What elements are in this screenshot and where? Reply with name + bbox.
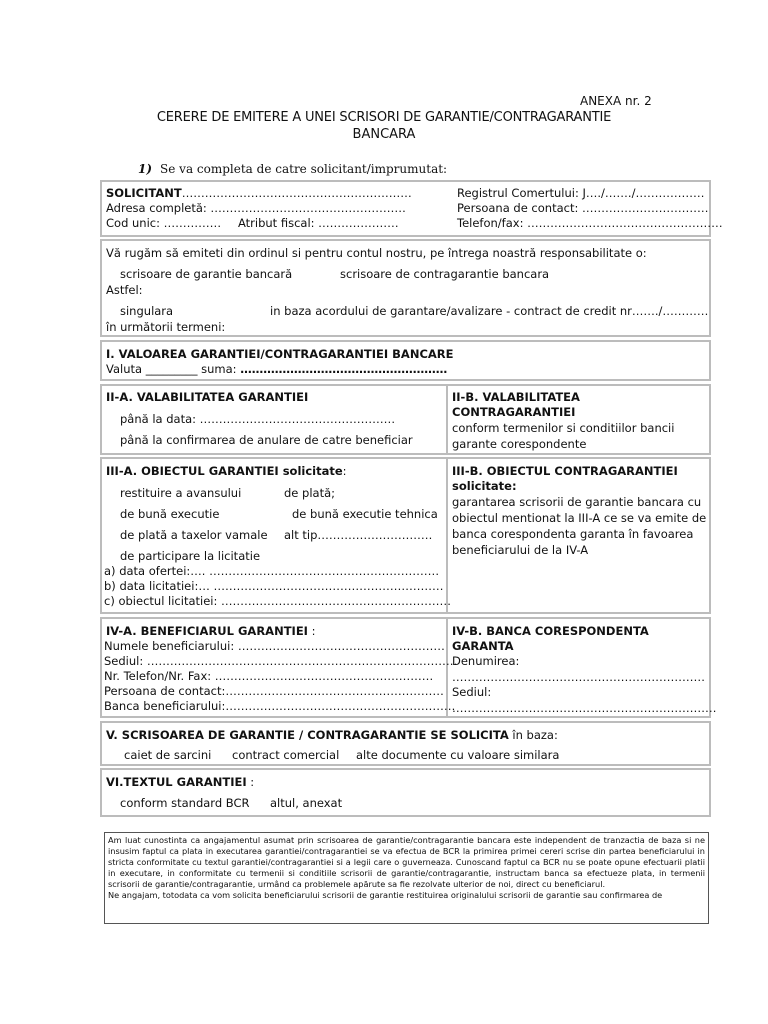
telefon-beneficiar-field[interactable]: Nr. Telefon/Nr. Fax: …………………………………………………: [104, 669, 434, 683]
section-4b-title-line2: GARANTA: [452, 639, 514, 653]
telefon-fax-field[interactable]: Telefon/fax: ……………………………………………: [457, 216, 723, 230]
adresa-field[interactable]: Adresa completă: ……………………………………………: [106, 201, 406, 215]
section-6-colon: :: [246, 775, 255, 789]
section-3b-title-line1: III-B. OBIECTUL CONTRAGARANTIEI: [452, 464, 678, 478]
section-3b-text-line2: obiectul mentionat la III-A ce se va emite de: [452, 511, 707, 525]
option-alte-documente[interactable]: alte documente cu valoare similara: [356, 748, 560, 762]
legal-notice-box: [104, 832, 709, 924]
section-3b-text-line1: garantarea scrisorii de garantie bancara cu: [452, 495, 702, 509]
section-3a-title: III-A. OBIECTUL GARANTIEI solicitate: [106, 464, 343, 478]
section-5-title: V. SCRISOAREA DE GARANTIE / CONTRAGARANTIE SE SOLICITA: [106, 728, 509, 742]
cod-unic-field[interactable]: Cod unic: ……………: [106, 216, 222, 230]
option-buna-executie[interactable]: de bună executie: [120, 507, 220, 521]
suma-field[interactable]: ………………………………………………: [240, 362, 448, 376]
intro-instruction: [138, 162, 447, 176]
option-participare-licitatie[interactable]: de participare la licitatie: [120, 549, 261, 563]
section-2a-title: II-A. VALABILITATEA GARANTIEI: [106, 390, 309, 404]
option-scrisoare-garantie[interactable]: scrisoare de garantie bancară: [120, 267, 293, 281]
option-pana-la-confirmare[interactable]: până la confirmarea de anulare de catre beneficiar: [120, 433, 413, 447]
request-box: [100, 239, 711, 337]
sediu-beneficiar-field[interactable]: Sediul: ………………………………………………………………………: [104, 654, 458, 668]
section-baza-box: [100, 721, 711, 766]
column-divider: [446, 386, 448, 453]
request-text: Vă rugăm să emiteti din ordinul si pentru contul nostru, pe întrega noastră responsabilitate o:: [106, 246, 647, 260]
atribut-fiscal-field[interactable]: Atribut fiscal: …………………: [238, 216, 399, 230]
option-standard-bcr[interactable]: conform standard BCR: [120, 796, 250, 810]
section-2b-text-line2: garante corespondente: [452, 437, 587, 451]
data-licitatiei-field[interactable]: b) data licitatiei:… ……………………………………………………: [104, 579, 444, 593]
document-title-line1: CERERE DE EMITERE A UNEI SCRISORI DE GARANTIE/CONTRAGARANTIE: [156, 110, 612, 125]
option-pana-la-data[interactable]: până la data: ……………………………………………: [120, 412, 396, 426]
option-de-plata[interactable]: de plată;: [284, 486, 336, 500]
section-valabilitate-box: [100, 384, 711, 455]
termeni-label: în următorii termeni:: [106, 320, 226, 334]
section-5-title-tail: în baza:: [508, 728, 558, 742]
option-plata-taxe-vamale[interactable]: de plată a taxelor vamale: [120, 528, 268, 542]
solicitant-line: [106, 186, 412, 201]
option-contract-comercial[interactable]: contract comercial: [232, 748, 340, 762]
section-3b-title-line2: solicitate:: [452, 479, 517, 493]
sediu-banca-label: Sediul:: [452, 685, 492, 699]
option-altul-anexat[interactable]: altul, anexat: [270, 796, 343, 810]
document-title-line2: BANCARA: [352, 127, 416, 142]
option-scrisoare-contragarantie[interactable]: scrisoare de contragarantie bancara: [340, 267, 550, 281]
solicitant-field[interactable]: ……………………………………………………: [181, 186, 412, 200]
section-2b-title-line1: II-B. VALABILITATEA: [452, 390, 580, 404]
section-3a-title-line: [106, 464, 347, 479]
obiectul-licitatiei-field[interactable]: c) obiectul licitatiei: ……………………………………………………: [104, 594, 452, 608]
astfel-label: Astfel:: [106, 283, 143, 297]
section-4a-colon: :: [307, 624, 316, 638]
banca-beneficiar-field[interactable]: Banca beneficiarului:……………………………………………………: [104, 699, 456, 713]
option-restituire-avans[interactable]: restituire a avansului: [120, 486, 242, 500]
solicitant-box: [100, 180, 723, 237]
data-ofertei-field[interactable]: a) data ofertei:…. ……………………………………………………: [104, 564, 440, 578]
section-5-title-line: [106, 728, 558, 743]
section-3b-text-line4: beneficiarului de la IV-A: [452, 543, 589, 557]
section-2b-text-line1: conform termenilor si conditiilor bancii: [452, 421, 675, 435]
section-2b-title-line2: CONTRAGARANTIEI: [452, 405, 576, 419]
denumirea-field[interactable]: …………………………………………………………: [452, 670, 705, 684]
valuta-field[interactable]: Valuta _________ suma:: [106, 362, 237, 376]
section-4a-title-line: [106, 624, 316, 639]
solicitant-label: SOLICITANT: [106, 186, 182, 200]
legal-paragraph-1: Am luat cunostinta ca angajamentul asumat prin scrisoarea de garantie/contragarantie bancara este independent de tranzactia de baza si ne insusim faptul ca plata in executarea garantiei/contragarantiei se va efectua de BCR la primirea primei cereri scrise din partea beneficiarului in stricta conformitate cu textul garantiei/contragarantiei si a legii care o guverneaza. Cunoscand faptul ca BCR nu se poate opune efectuarii platii in executare, in conformitate cu termenii si conditiile scrisorii de garantie/contragarantie, instructam banca sa efectueze plata, in termenii scrisorii de garantie/contragarantie, urmând ca problemele apărute sa fie rezolvate ulterior de noi, direct cu beneficiarul.: [108, 835, 705, 889]
persoana-contact-beneficiar-field[interactable]: Persoana de contact:…………………………………………………: [104, 684, 444, 698]
column-divider: [446, 459, 448, 612]
section-valoare-title: I. VALOAREA GARANTIEI/CONTRAGARANTIEI BANCARE: [106, 347, 454, 361]
valuta-suma-line: [106, 362, 447, 377]
option-in-baza-acordului[interactable]: in baza acordului de garantare/avalizare - contract de credit nr……./…………: [270, 304, 709, 318]
nume-beneficiar-field[interactable]: Numele beneficiarului: ………………………………………………: [104, 639, 445, 653]
section-obiect-box: [100, 457, 711, 614]
sediu-banca-field[interactable]: ……………………………………………………………: [452, 701, 717, 715]
section-6-title: VI.TEXTUL GARANTIEI: [106, 775, 247, 789]
denumirea-label: Denumirea:: [452, 654, 520, 668]
section-text-box: [100, 768, 711, 817]
option-caiet-sarcini[interactable]: caiet de sarcini: [124, 748, 212, 762]
option-singulara[interactable]: singulara: [120, 304, 174, 318]
section-3b-text-line3: banca corespondenta garanta în favoarea: [452, 527, 694, 541]
option-buna-executie-tehnica[interactable]: de bună executie tehnica: [292, 507, 438, 521]
intro-text: Se va completa de catre solicitant/imprumutat:: [160, 162, 448, 176]
section-3a-colon: :: [342, 464, 347, 478]
intro-number: 1): [138, 162, 153, 176]
annex-number: ANEXA nr. 2: [580, 94, 652, 108]
section-valoare-box: [100, 340, 711, 381]
section-6-title-line: [106, 775, 254, 790]
section-4b-title-line1: IV-B. BANCA CORESPONDENTA: [452, 624, 649, 638]
option-alt-tip[interactable]: alt tip…………………………: [284, 528, 433, 542]
section-beneficiar-box: [100, 617, 717, 718]
registru-comert-field[interactable]: Registrul Comertului: J…./……./………………: [457, 186, 705, 200]
section-4a-title: IV-A. BENEFICIARUL GARANTIEI: [106, 624, 308, 638]
persoana-contact-field[interactable]: Persoana de contact: ……………………………: [457, 201, 709, 215]
legal-paragraph-2: Ne angajam, totodata ca vom solicita beneficiarului scrisorii de garantie restituirea originalului scrisorii de garantie sau confirmarea de: [108, 890, 663, 900]
